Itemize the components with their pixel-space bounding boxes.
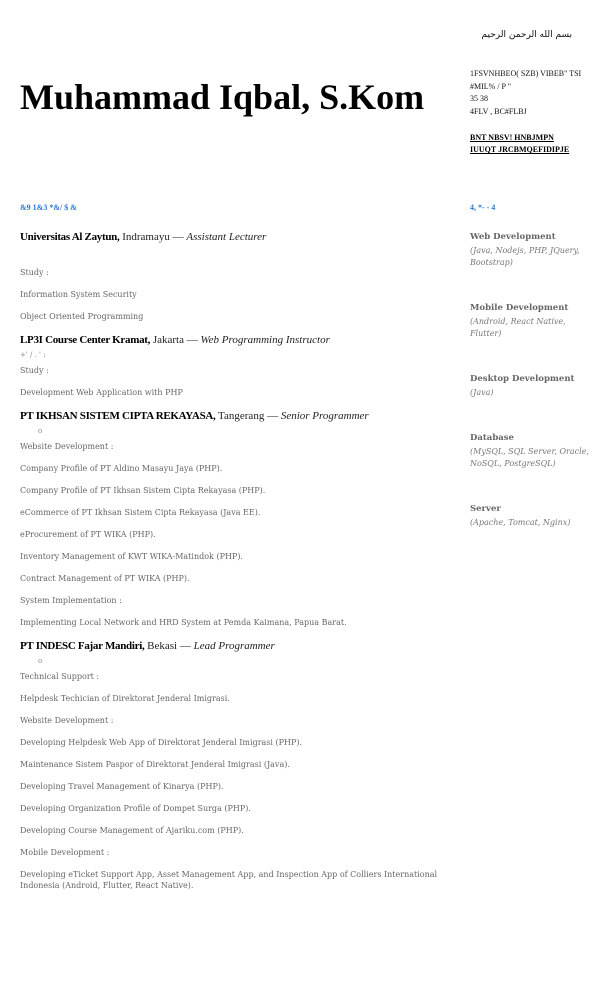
contact-line: #MIL% / P ": [470, 81, 511, 91]
job-item: Developing eTicket Support App, Asset Management App, and Inspection App of Colliers International Indonesia (Android, Flutter, React Native).: [20, 870, 438, 890]
contact-line: 4FLV , BC#FLBJ: [470, 106, 527, 116]
job-item: Company Profile of PT Aldino Masayu Jaya (PHP).: [20, 464, 223, 473]
job-subtitle: [20, 248, 440, 262]
job-item: Company Profile of PT Ikhsan Sistem Cipta Rekayasa (PHP).: [20, 486, 266, 495]
skill-desc: (Java, Nodejs, PHP, JQuery, Bootstrap): [470, 246, 580, 267]
skill-title: Mobile Development: [470, 303, 569, 313]
job-title: [20, 333, 440, 347]
job-subtitle: o: [38, 427, 43, 435]
skill-title: Database: [470, 433, 514, 443]
skill-title: Web Development: [470, 232, 556, 242]
experience-heading: &9 1&3 *&/ $ &: [20, 203, 77, 212]
job-subtitle: +' / . ' :: [20, 351, 46, 359]
job-item: Study :: [20, 366, 49, 375]
skill-group: [470, 303, 590, 340]
job-item: Developing Organization Profile of Dompet Surga (PHP).: [20, 804, 251, 813]
job-item: Contract Management of PT WIKA (PHP).: [20, 574, 190, 583]
skills-heading: 4, *- - 4: [470, 203, 496, 212]
job-entry: [20, 409, 440, 628]
contact-line: 1FSVNHBEO( SZB) VIBEB" TSI: [470, 69, 582, 78]
bismillah: بسم الله الرحمن الرحيم: [481, 30, 572, 40]
job-entry: [20, 639, 440, 891]
job-item: Development Web Application with PHP: [20, 388, 183, 397]
skill-group: [470, 232, 590, 269]
job-entry: [20, 333, 440, 398]
job-item: System Implementation :: [20, 596, 122, 605]
job-item: Study :: [20, 268, 49, 277]
skill-title: Desktop Development: [470, 374, 575, 384]
job-subtitle: o: [38, 657, 43, 665]
skill-desc: (Java): [470, 388, 494, 397]
job-role: Lead Programmer: [193, 640, 275, 652]
job-city: Jakarta —: [150, 334, 201, 346]
job-role: Senior Programmer: [280, 410, 369, 422]
job-role: Web Programming Instructor: [200, 334, 330, 346]
job-role: Assistant Lecturer: [186, 231, 267, 243]
job-item: Developing Travel Management of Kinarya (PHP).: [20, 782, 224, 791]
skill-title: Server: [470, 504, 501, 514]
job-title: [20, 639, 440, 653]
job-org: PT INDESC Fajar Mandiri,: [20, 640, 145, 652]
job-org: LP3I Course Center Kramat,: [20, 334, 151, 346]
email-link[interactable]: BNT NBSV! HNBJMPN: [470, 133, 554, 142]
job-item: eCommerce of PT Ikhsan Sistem Cipta Rekayasa (Java EE).: [20, 508, 261, 517]
experience-list: [20, 230, 440, 902]
contact-line: 35 38: [470, 94, 488, 103]
job-item: Website Development :: [20, 442, 114, 451]
job-item: eProcurement of PT WIKA (PHP).: [20, 530, 156, 539]
job-title: [20, 230, 440, 244]
job-item: Developing Course Management of Ajariku.com (PHP).: [20, 826, 244, 835]
page-title: Muhammad Iqbal, S.Kom: [20, 77, 425, 117]
contact-info: [470, 68, 606, 118]
job-item: Technical Support :: [20, 672, 100, 681]
job-entry: [20, 230, 440, 322]
job-org: PT IKHSAN SISTEM CIPTA REKAYASA,: [20, 410, 216, 422]
job-title: [20, 409, 440, 423]
skill-group: [470, 374, 590, 399]
job-item: Inventory Management of KWT WIKA-Matindok (PHP).: [20, 552, 243, 561]
job-city: Tangerang —: [215, 410, 281, 422]
job-item: Object Oriented Programming: [20, 312, 144, 321]
job-item: Maintenance Sistem Paspor of Direktorat Jenderal Imigrasi (Java).: [20, 760, 290, 769]
job-city: Bekasi —: [144, 640, 194, 652]
skill-desc: (Apache, Tomcat, Nginx): [470, 518, 571, 527]
website-link[interactable]: IUUQT JRCBMQEFIDIPJE: [470, 145, 570, 154]
job-item: Website Development :: [20, 716, 114, 725]
skill-desc: (MySQL, SQL Server, Oracle, NoSQL, PostgreSQL): [470, 447, 589, 468]
job-item: Information System Security: [20, 290, 137, 299]
skill-group: [470, 504, 590, 529]
job-city: Indramayu —: [119, 231, 187, 243]
skills-list: [470, 232, 590, 563]
job-org: Universitas Al Zaytun,: [20, 231, 120, 243]
links: [470, 132, 606, 156]
job-item: Mobile Development :: [20, 848, 110, 857]
skill-group: [470, 433, 590, 470]
skill-desc: (Android, React Native, Flutter): [470, 317, 566, 338]
job-item: Helpdesk Techician of Direktorat Jenderal Imigrasi.: [20, 694, 230, 703]
job-item: Implementing Local Network and HRD System at Pemda Kaimana, Papua Barat.: [20, 618, 347, 627]
job-item: Developing Helpdesk Web App of Direktorat Jenderal Imigrasi (PHP).: [20, 738, 303, 747]
